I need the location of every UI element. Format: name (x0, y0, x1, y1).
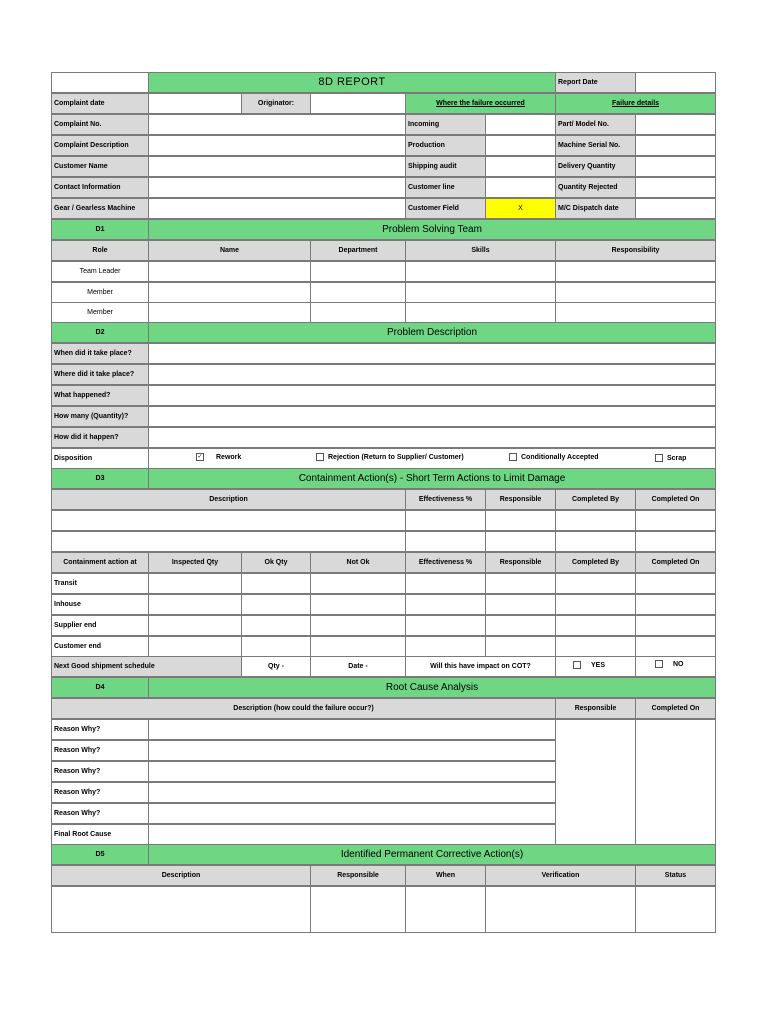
info-label: Complaint Description (51, 135, 149, 156)
problem-answer[interactable] (148, 406, 716, 427)
d5-title: Identified Permanent Corrective Action(s) (148, 844, 716, 865)
team-cell[interactable] (555, 282, 716, 303)
team-column-header: Department (310, 240, 406, 261)
failure-detail-label: Part/ Model No. (555, 114, 636, 135)
checkbox-icon[interactable] (316, 453, 324, 461)
problem-answer[interactable] (148, 385, 716, 406)
info-field[interactable] (148, 114, 406, 135)
corrective-cell[interactable] (485, 886, 636, 933)
failure-detail-field[interactable] (635, 156, 716, 177)
containment-value[interactable] (148, 573, 242, 594)
reason-why-field[interactable] (148, 803, 556, 824)
containment-value[interactable] (241, 615, 311, 636)
failure-location-mark[interactable] (485, 114, 556, 135)
team-role: Member (51, 302, 149, 323)
containment-cell[interactable] (485, 510, 556, 531)
containment-location: Customer end (51, 636, 149, 657)
report-date-label: Report Date (555, 72, 636, 93)
team-cell[interactable] (310, 261, 406, 282)
team-cell[interactable] (405, 282, 556, 303)
team-cell[interactable] (310, 282, 406, 303)
containment-value[interactable] (555, 573, 636, 594)
containment-column-header: Effectiveness % (405, 489, 486, 510)
reason-why-label: Reason Why? (51, 803, 149, 824)
containment-value[interactable] (555, 636, 636, 657)
report-title: 8D REPORT (148, 72, 556, 93)
info-field[interactable] (148, 156, 406, 177)
containment-value[interactable] (148, 636, 242, 657)
problem-question: Where did it take place? (51, 364, 149, 385)
failure-detail-field[interactable] (635, 198, 716, 219)
containment-at-header: Inspected Qty (148, 552, 242, 573)
failure-location-label: Shipping audit (405, 156, 486, 177)
containment-value[interactable] (635, 573, 716, 594)
containment-value[interactable] (310, 615, 406, 636)
containment-value[interactable] (635, 636, 716, 657)
originator-label: Originator: (241, 93, 311, 114)
containment-cell[interactable] (555, 510, 636, 531)
containment-value[interactable] (555, 594, 636, 615)
checkbox-icon[interactable] (573, 661, 581, 669)
failure-detail-field[interactable] (635, 177, 716, 198)
reason-why-field[interactable] (148, 782, 556, 803)
disposition-option-label: Rework (216, 453, 242, 461)
problem-answer[interactable] (148, 427, 716, 448)
corrective-cell[interactable] (405, 886, 486, 933)
corrective-column-header: Description (51, 865, 311, 886)
containment-value[interactable] (310, 594, 406, 615)
failure-location-label: Production (405, 135, 486, 156)
containment-at-header: Containment action at (51, 552, 149, 573)
team-column-header: Name (148, 240, 311, 261)
checkbox-icon[interactable] (655, 454, 663, 462)
failure-detail-label: Quantity Rejected (555, 177, 636, 198)
disposition-option[interactable] (655, 454, 686, 462)
checkbox-icon[interactable] (655, 660, 663, 668)
info-field[interactable] (148, 177, 406, 198)
containment-value[interactable] (405, 636, 486, 657)
corrective-column-header: Status (635, 865, 716, 886)
failure-location-mark[interactable] (485, 156, 556, 177)
containment-value[interactable] (405, 615, 486, 636)
d4-title: Root Cause Analysis (148, 677, 716, 698)
containment-cell[interactable] (51, 510, 406, 531)
cot-no-option[interactable] (655, 660, 684, 668)
failure-detail-label: Delivery Quantity (555, 156, 636, 177)
corrective-column-header: When (405, 865, 486, 886)
d1-code: D1 (51, 219, 149, 240)
team-column-header: Role (51, 240, 149, 261)
team-cell[interactable] (310, 302, 406, 323)
containment-location: Inhouse (51, 594, 149, 615)
corrective-cell[interactable] (635, 886, 716, 933)
disposition-option-label: Conditionally Accepted (521, 453, 599, 461)
failure-location-label: Incoming (405, 114, 486, 135)
next-shipment-qty[interactable]: Qty - (241, 656, 311, 677)
d4-code: D4 (51, 677, 149, 698)
team-cell[interactable] (148, 261, 311, 282)
containment-at-header: Ok Qty (241, 552, 311, 573)
containment-value[interactable] (405, 573, 486, 594)
d2-code: D2 (51, 322, 149, 343)
checkbox-checked-icon[interactable]: ✓ (197, 454, 203, 460)
team-column-header: Responsibility (555, 240, 716, 261)
problem-question: How many (Quantity)? (51, 406, 149, 427)
disposition-option-label: Scrap (667, 454, 687, 462)
cot-yes-label: YES (591, 661, 606, 669)
failure-location-label: Customer line (405, 177, 486, 198)
failure-details-header: Failure details (555, 93, 716, 114)
team-cell[interactable] (148, 282, 311, 303)
containment-at-header: Responsible (485, 552, 556, 573)
containment-at-header: Completed On (635, 552, 716, 573)
cot-impact-question: Will this have impact on COT? (405, 656, 556, 677)
info-field[interactable] (148, 198, 406, 219)
containment-value[interactable] (241, 594, 311, 615)
containment-location: Transit (51, 573, 149, 594)
containment-cell[interactable] (635, 531, 716, 552)
team-column-header: Skills (405, 240, 556, 261)
corrective-column-header: Verification (485, 865, 636, 886)
reason-why-label: Reason Why? (51, 719, 149, 740)
containment-value[interactable] (485, 636, 556, 657)
root-cause-responsible-header: Responsible (555, 698, 636, 719)
checkbox-icon[interactable] (509, 453, 517, 461)
problem-question: When did it take place? (51, 343, 149, 364)
failure-location-label: Customer Field (405, 198, 486, 219)
root-cause-responsible-field[interactable] (555, 719, 636, 845)
info-label: Gear / Gearless Machine (51, 198, 149, 219)
containment-value[interactable] (485, 594, 556, 615)
info-label: Complaint No. (51, 114, 149, 135)
containment-location: Supplier end (51, 615, 149, 636)
final-root-cause-label: Final Root Cause (51, 824, 149, 845)
team-cell[interactable] (405, 261, 556, 282)
customer-field-mark[interactable]: X (485, 198, 556, 219)
containment-cell[interactable] (555, 531, 636, 552)
failure-detail-label: Machine Serial No. (555, 135, 636, 156)
corrective-column-header: Responsible (310, 865, 406, 886)
team-cell[interactable] (555, 261, 716, 282)
next-shipment-date[interactable]: Date - (310, 656, 406, 677)
containment-cell[interactable] (51, 531, 406, 552)
complaint-date-field[interactable] (148, 93, 242, 114)
containment-value[interactable] (635, 594, 716, 615)
blank-cell (51, 72, 149, 93)
d2-title: Problem Description (148, 322, 716, 343)
containment-at-header: Completed By (555, 552, 636, 573)
containment-value[interactable] (405, 594, 486, 615)
disposition-option[interactable] (196, 453, 241, 461)
containment-column-header: Responsible (485, 489, 556, 510)
containment-column-header: Completed On (635, 489, 716, 510)
cot-no-label: NO (673, 660, 684, 668)
containment-at-header: Effectiveness % (405, 552, 486, 573)
reason-why-label: Reason Why? (51, 761, 149, 782)
problem-question: How did it happen? (51, 427, 149, 448)
containment-value[interactable] (310, 573, 406, 594)
failure-detail-label: M/C Dispatch date (555, 198, 636, 219)
problem-answer[interactable] (148, 343, 716, 364)
failure-location-mark[interactable] (485, 177, 556, 198)
disposition-option[interactable] (509, 453, 599, 461)
containment-cell[interactable] (405, 510, 486, 531)
where-failure-header: Where the failure occurred (405, 93, 556, 114)
reason-why-field[interactable] (148, 740, 556, 761)
report-date-field[interactable] (635, 72, 716, 93)
info-field[interactable] (148, 135, 406, 156)
containment-value[interactable] (555, 615, 636, 636)
reason-why-field[interactable] (148, 719, 556, 740)
failure-detail-field[interactable] (635, 135, 716, 156)
d5-code: D5 (51, 844, 149, 865)
containment-column-header: Completed By (555, 489, 636, 510)
team-cell[interactable] (405, 302, 556, 323)
disposition-option[interactable] (316, 453, 464, 461)
complaint-date-label: Complaint date (51, 93, 149, 114)
d3-code: D3 (51, 468, 149, 489)
root-cause-completed-header: Completed On (635, 698, 716, 719)
problem-question: What happened? (51, 385, 149, 406)
problem-answer[interactable] (148, 364, 716, 385)
reason-why-label: Reason Why? (51, 782, 149, 803)
containment-column-header: Description (51, 489, 406, 510)
containment-value[interactable] (148, 594, 242, 615)
disposition-option-label: Rejection (Return to Supplier/ Customer) (328, 453, 464, 461)
containment-value[interactable] (635, 615, 716, 636)
team-role: Team Leader (51, 261, 149, 282)
reason-why-field[interactable] (148, 761, 556, 782)
originator-field[interactable] (310, 93, 406, 114)
containment-value[interactable] (310, 636, 406, 657)
containment-cell[interactable] (405, 531, 486, 552)
failure-location-mark[interactable] (485, 135, 556, 156)
disposition-label: Disposition (51, 448, 149, 469)
reason-why-label: Reason Why? (51, 740, 149, 761)
containment-value[interactable] (485, 615, 556, 636)
next-shipment-label: Next Good shipment schedule (51, 656, 242, 677)
containment-value[interactable] (148, 615, 242, 636)
containment-at-header: Not Ok (310, 552, 406, 573)
failure-detail-field[interactable] (635, 114, 716, 135)
cot-yes-option[interactable] (573, 661, 605, 669)
team-role: Member (51, 282, 149, 303)
containment-value[interactable] (485, 573, 556, 594)
containment-cell[interactable] (635, 510, 716, 531)
containment-value[interactable] (241, 636, 311, 657)
d3-title: Containment Action(s) - Short Term Actions to Limit Damage (148, 468, 716, 489)
root-cause-completed-field[interactable] (635, 719, 716, 845)
final-root-cause-field[interactable] (148, 824, 556, 845)
team-cell[interactable] (148, 302, 311, 323)
containment-cell[interactable] (485, 531, 556, 552)
containment-value[interactable] (241, 573, 311, 594)
d1-title: Problem Solving Team (148, 219, 716, 240)
corrective-cell[interactable] (310, 886, 406, 933)
corrective-cell[interactable] (51, 886, 311, 933)
root-cause-description-header: Description (how could the failure occur?) (51, 698, 556, 719)
info-label: Customer Name (51, 156, 149, 177)
team-cell[interactable] (555, 302, 716, 323)
info-label: Contact Information (51, 177, 149, 198)
